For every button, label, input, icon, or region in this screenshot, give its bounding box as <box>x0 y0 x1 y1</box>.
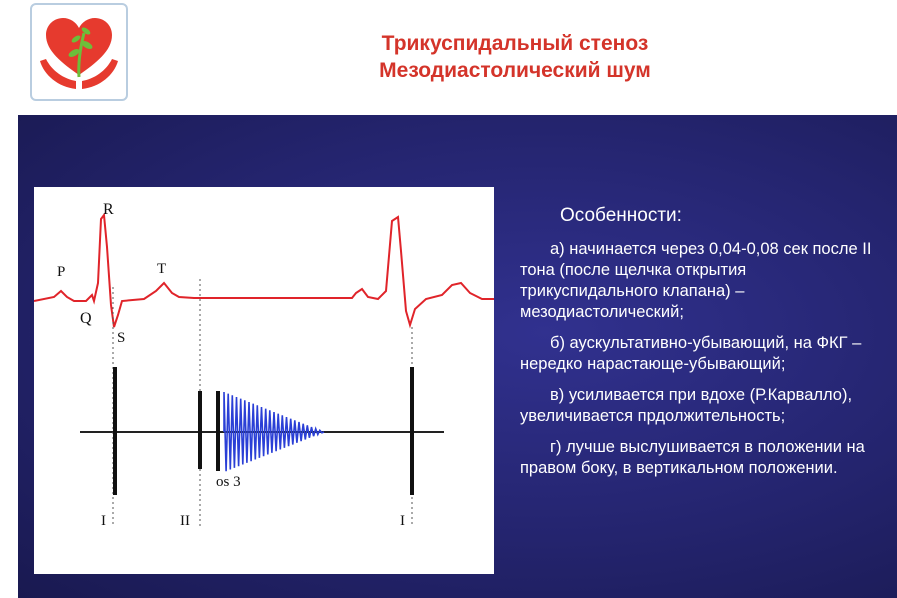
title-line-1: Трикуспидальный стеноз <box>381 32 649 55</box>
title-line-2: Мезодиастолический шум <box>379 59 651 82</box>
logo <box>30 3 128 101</box>
slide-title <box>250 30 780 84</box>
ecg-label-q: Q <box>80 310 92 327</box>
features-heading: Особенности: <box>560 205 682 226</box>
second-tone-bar <box>198 391 202 469</box>
pcg-label-second: II <box>180 513 190 529</box>
pcg-label-first-right: I <box>400 513 405 529</box>
feature-item-b: б) аускультативно-убывающий, на ФКГ – нередко нарастающе-убывающий; <box>520 334 862 373</box>
feature-item-d: г) лучше выслушивается в положении на правом боку, в вертикальном положении. <box>520 438 865 477</box>
ecg-pcg-figure <box>34 187 494 574</box>
ecg-label-r: R <box>103 201 114 218</box>
heart-hands-logo-icon <box>32 5 126 99</box>
pcg-label-first-left: I <box>101 513 106 529</box>
first-tone-right-bar <box>410 367 414 495</box>
ecg-label-p: P <box>57 264 66 280</box>
ecg-label-s: S <box>117 330 126 346</box>
feature-item-a: а) начинается через 0,04-0,08 сек после II тона (после щелчка открытия трикуспидального клапана) – мезодиастолический; <box>520 240 872 321</box>
pcg-label-os3: os 3 <box>216 474 241 490</box>
first-tone-left-bar <box>113 367 117 495</box>
opening-snap-bar <box>216 391 220 471</box>
ecg-trace <box>34 215 494 327</box>
ecg-label-t: T <box>157 261 167 277</box>
feature-item-c: в) усиливается при вдохе (Р.Карвалло), увеличивается прдолжительность; <box>520 386 853 425</box>
features-list <box>520 205 880 489</box>
